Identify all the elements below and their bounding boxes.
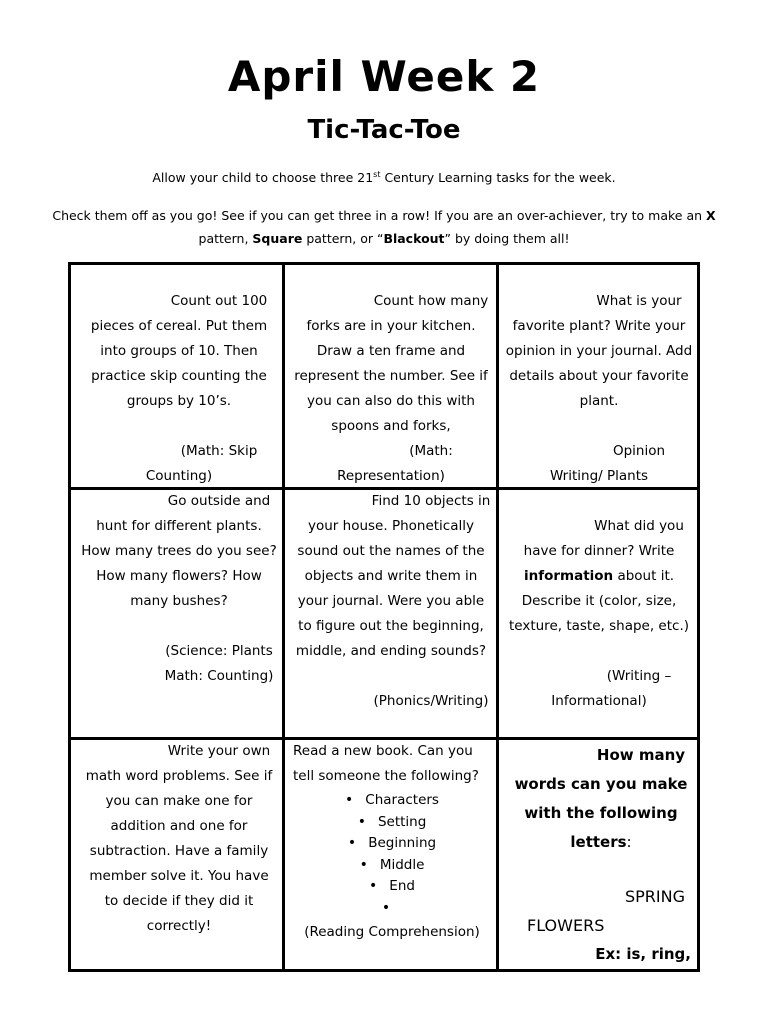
- blackout-label: Blackout: [383, 231, 445, 246]
- task-emphasis: information: [523, 568, 614, 584]
- task-subject: (Math: Skip Counting): [145, 443, 258, 484]
- square-pattern-label: Square: [252, 231, 303, 246]
- intro-line-2: [30, 204, 738, 250]
- task-text: Go outside and hunt for different plants. How many trees do you see? How many flowers? How many bushes?: [81, 493, 277, 609]
- intro2-text-a: Check them off as you go! See if you can get three in a row! If you are an over-achiever, try to make an: [52, 208, 706, 223]
- task-text-a: What did you have for dinner? Write: [523, 518, 684, 559]
- task-text-a: How many words can you make with the following letters: [514, 746, 688, 851]
- task-text: Count out 100 pieces of cereal. Put them into groups of 10. Then practice skip counting the groups by 10’s.: [90, 293, 268, 409]
- page-subtitle: Tic-Tac-Toe: [307, 115, 461, 145]
- story-element-item: • End: [293, 876, 491, 898]
- intro2-text-c: pattern, or “: [302, 231, 384, 246]
- task-colon: :: [626, 833, 632, 851]
- task-text: Write your own math word problems. See if you can make one for addition and one for subtraction. Have a family member solve it. You have to decide if they did it correctly!: [85, 743, 273, 934]
- task-text: Count how many forks are in your kitchen. Draw a ten frame and represent the number. See if you can also do this with spoons and forks,: [294, 293, 489, 434]
- task-cell-informational-writing[interactable]: [505, 514, 693, 737]
- task-text-b: about it. Describe it (color, size, texture, taste, shape, etc.): [508, 568, 690, 634]
- task-subject: (Math: Representation): [337, 443, 453, 484]
- letters-spring: SPRING: [624, 887, 685, 906]
- story-element-item: • Middle: [293, 855, 491, 877]
- task-subject: (Science: Plants: [165, 643, 273, 659]
- task-text: [505, 514, 693, 639]
- task-cell-skip-counting[interactable]: [81, 289, 277, 487]
- task-subject: (Reading Comprehension): [304, 924, 480, 940]
- intro-line-1: [0, 170, 768, 185]
- story-elements-list: [293, 790, 491, 919]
- task-cell-phonics[interactable]: [291, 489, 491, 737]
- task-subject: (Phonics/Writing): [373, 693, 489, 709]
- story-element-item: • Beginning: [293, 833, 491, 855]
- task-subject-2: Math: Counting): [164, 668, 274, 684]
- task-cell-plant-hunt[interactable]: [81, 489, 277, 737]
- task-cell-representation[interactable]: [291, 289, 491, 487]
- spacer: [505, 639, 693, 664]
- task-text: [511, 741, 691, 857]
- task-text: Find 10 objects in your house. Phonetically sound out the names of the objects and write them in your journal. Were you able to figure out the beginning, middle, and ending sounds?: [295, 493, 491, 659]
- spacer: [291, 664, 491, 689]
- spacer: [81, 414, 277, 439]
- spacer: [511, 857, 691, 882]
- intro2-text-d: ” by doing them all!: [444, 231, 570, 246]
- spacer: [505, 414, 693, 439]
- task-cell-word-building[interactable]: [511, 741, 691, 967]
- task-subject: Opinion Writing/ Plants: [549, 443, 666, 484]
- task-text: What is your favorite plant? Write your opinion in your journal. Add details about your favorite plant.: [505, 293, 693, 409]
- x-pattern-label: X: [706, 208, 716, 223]
- page-title: April Week 2: [227, 52, 541, 101]
- intro2-text-b: pattern,: [198, 231, 253, 246]
- example-words: Ex: is, ring,: [595, 945, 691, 963]
- intro-text-a: Allow your child to choose three 21: [152, 170, 374, 186]
- story-element-item: • Characters: [293, 790, 491, 812]
- story-element-item: [293, 898, 491, 920]
- tic-tac-toe-grid: [68, 262, 700, 972]
- task-cell-opinion-writing[interactable]: [505, 289, 693, 487]
- task-cell-reading[interactable]: [293, 739, 491, 967]
- grid-divider-vertical-2: [496, 265, 499, 969]
- spacer: [81, 614, 277, 639]
- intro-text-b: Century Learning tasks for the week.: [380, 170, 616, 186]
- task-cell-word-problems[interactable]: [81, 739, 277, 967]
- story-element-item: • Setting: [293, 812, 491, 834]
- task-text: Read a new book. Can you tell someone the following?: [293, 743, 479, 784]
- grid-divider-vertical-1: [282, 265, 285, 969]
- task-subject: (Writing – Informational): [551, 668, 672, 709]
- intro-superscript: st: [373, 170, 381, 179]
- letters-flowers: FLOWERS: [527, 916, 605, 935]
